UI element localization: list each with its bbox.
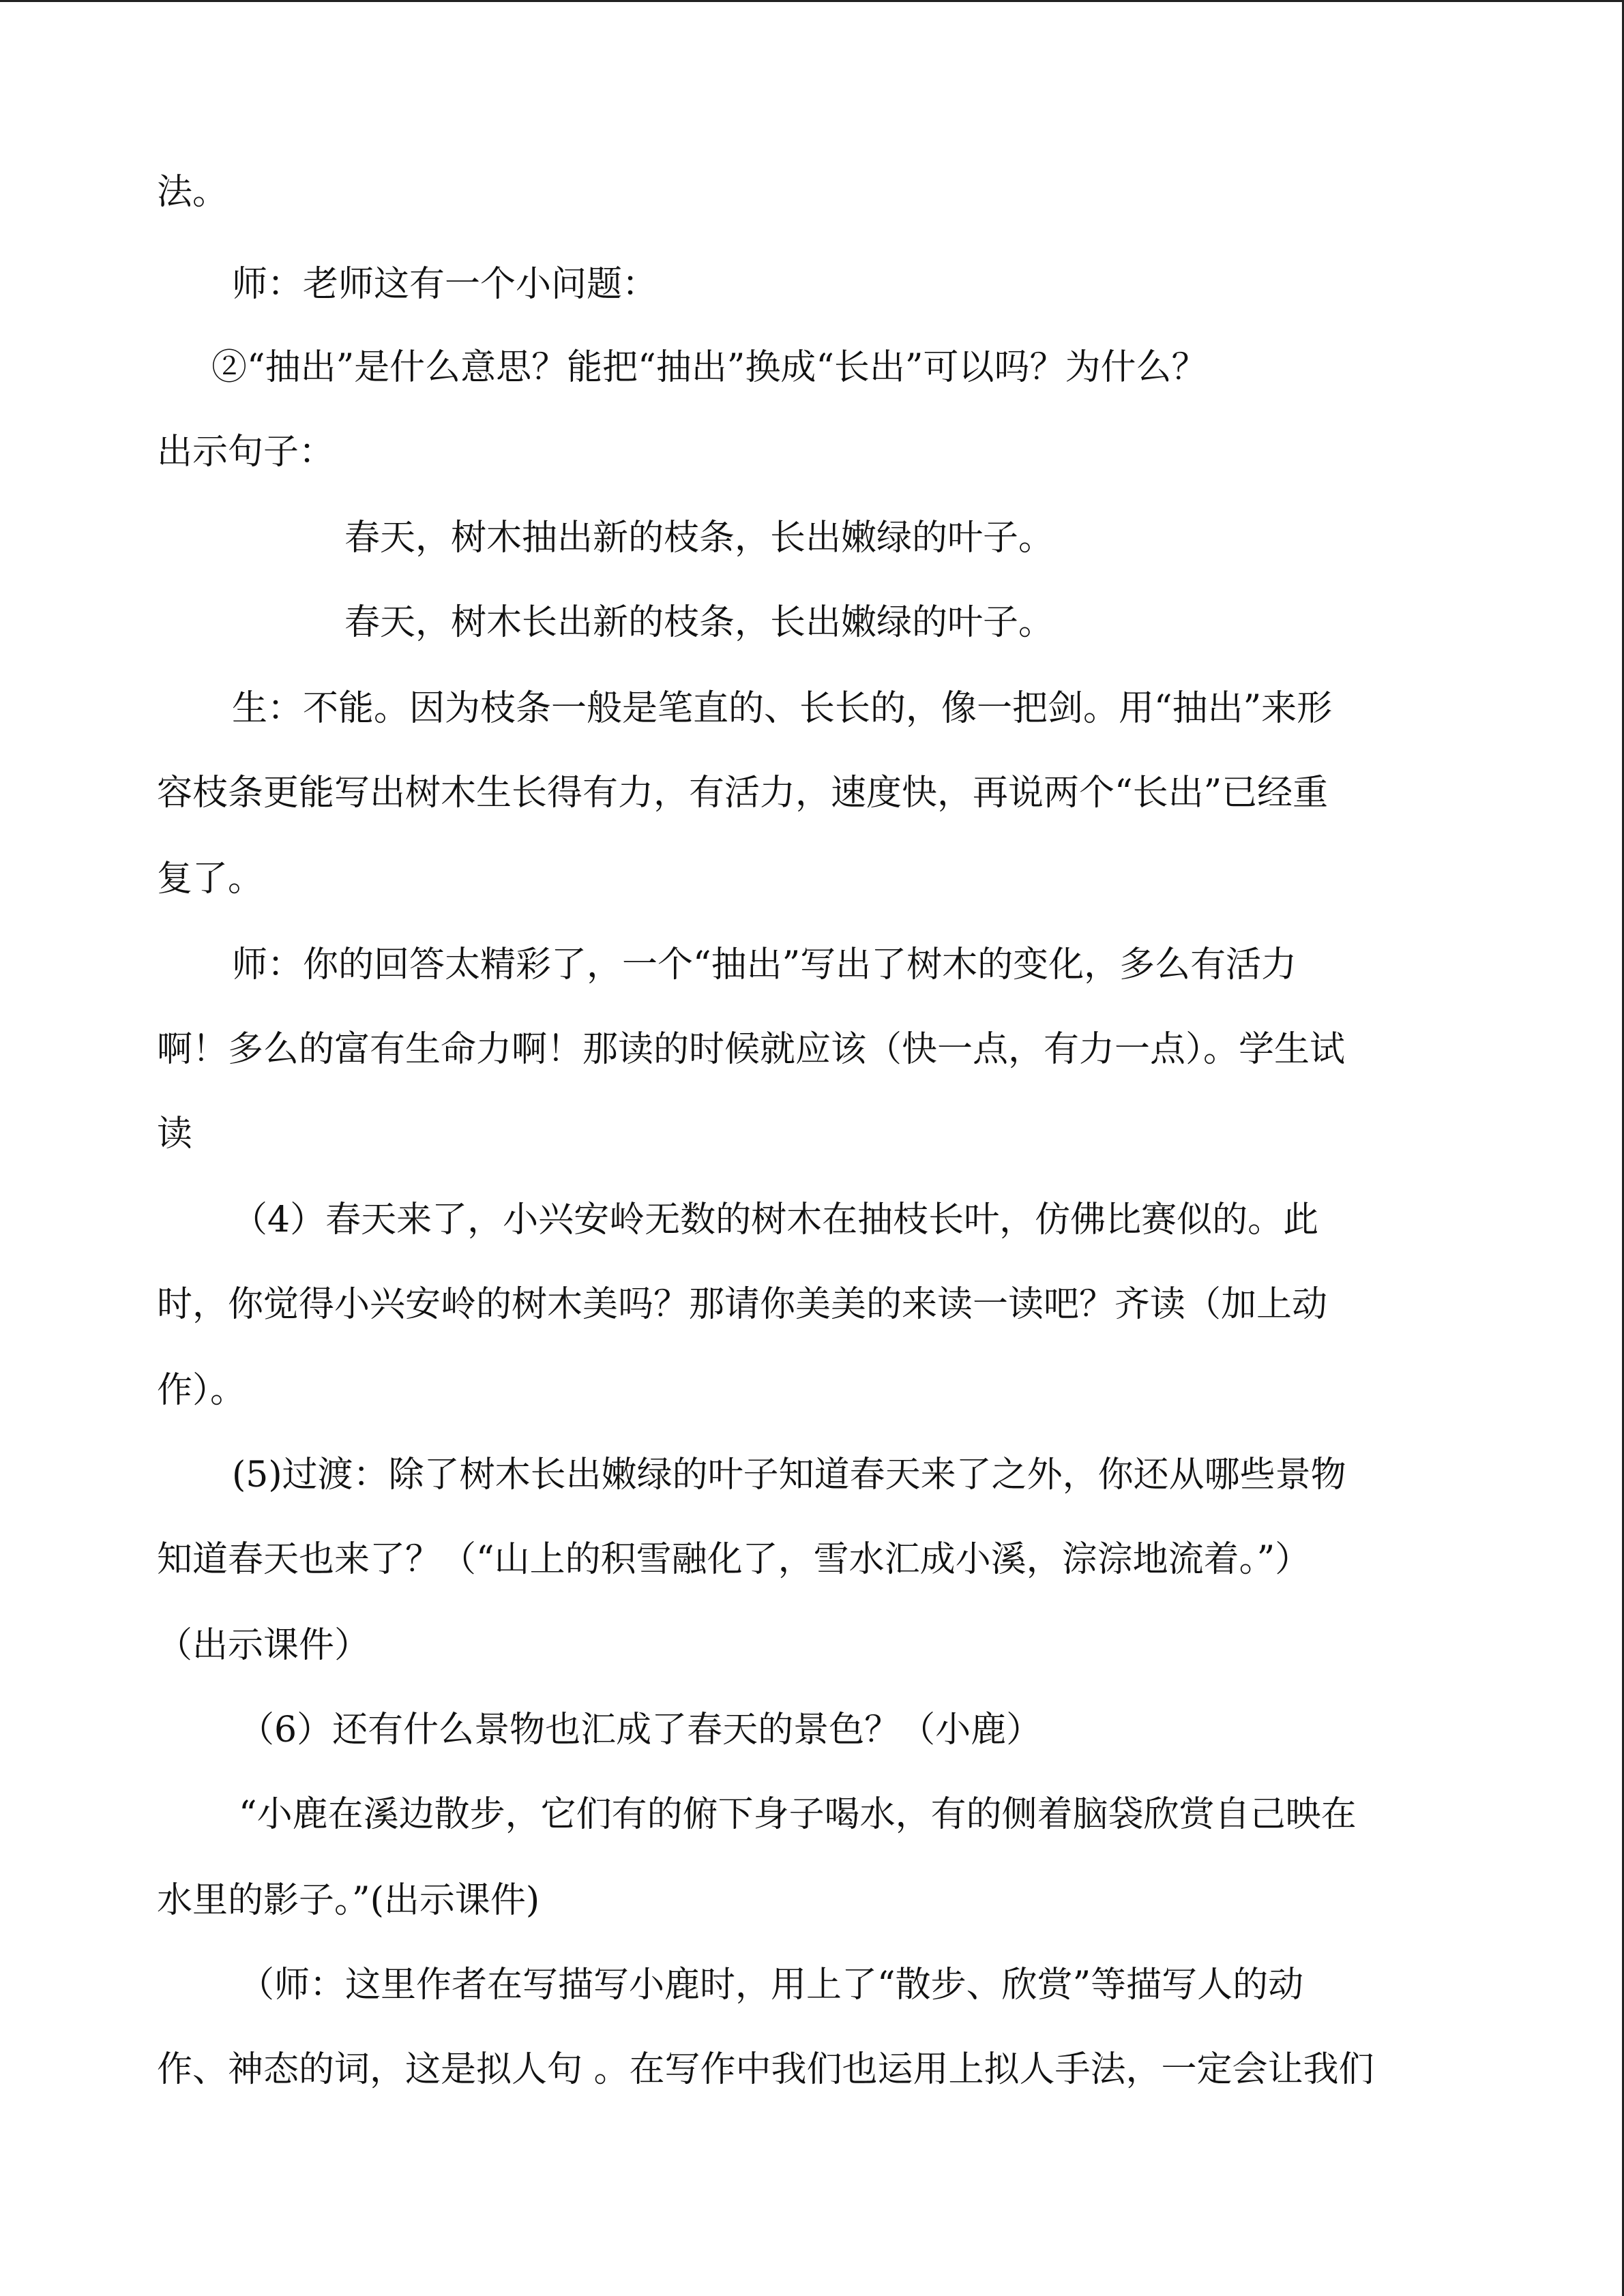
text-line-4: 出示句子： xyxy=(157,432,335,473)
text-line-22: （师：这里作者在写描写小鹿时，用上了“散步、欣赏”等描写人的动 xyxy=(239,1965,1304,2006)
text-line-12: 读 xyxy=(157,1114,193,1154)
text-line-2: 师：老师这有一个小问题： xyxy=(232,264,658,305)
page-border-top xyxy=(0,0,1624,2)
text-line-18: （出示课件） xyxy=(157,1625,370,1666)
text-line-6: 春天，树木长出新的枝条，长出嫩绿的叶子。 xyxy=(344,602,1054,643)
text-line-14: 时，你觉得小兴安岭的树木美吗？那请你美美的来读一读吧？齐读（加上动 xyxy=(157,1284,1328,1325)
text-line-3: ②“抽出”是什么意思？能把“抽出”换成“长出”可以吗？为什么？ xyxy=(211,347,1207,388)
text-line-23: 作、神态的词，这是拟人句 。在写作中我们也运用上拟人手法，一定会让我们 xyxy=(157,2049,1374,2090)
text-line-16: (5)过渡：除了树木长出嫩绿的叶子知道春天来了之外，你还从哪些景物 xyxy=(232,1455,1346,1495)
text-line-10: 师：你的回答太精彩了，一个“抽出”写出了树木的变化，多么有活力 xyxy=(232,944,1297,985)
text-line-9: 复了。 xyxy=(157,859,264,899)
text-line-7: 生：不能。因为枝条一般是笔直的、长长的，像一把剑。用“抽出”来形 xyxy=(232,688,1333,729)
text-line-13: （4）春天来了，小兴安岭无数的树木在抽枝长叶，仿佛比赛似的。此 xyxy=(232,1199,1319,1240)
text-line-19: （6）还有什么景物也汇成了春天的景色？（小鹿） xyxy=(239,1710,1042,1750)
text-line-15: 作）。 xyxy=(157,1370,246,1411)
text-line-20: “小鹿在溪边散步，它们有的俯下身子喝水，有的侧着脑袋欣赏自己映在 xyxy=(239,1794,1357,1835)
text-line-17: 知道春天也来了？（“山上的积雪融化了，雪水汇成小溪，淙淙地流着。”） xyxy=(157,1539,1311,1580)
text-line-11: 啊！多么的富有生命力啊！那读的时候就应该（快一点，有力一点）。学生试 xyxy=(157,1029,1346,1070)
text-line-5: 春天，树木抽出新的枝条，长出嫩绿的叶子。 xyxy=(344,518,1054,558)
text-line-21: 水里的影子。”(出示课件) xyxy=(157,1880,540,1921)
text-line-1: 法。 xyxy=(157,172,228,213)
text-line-8: 容枝条更能写出树木生长得有力，有活力，速度快，再说两个“长出”已经重 xyxy=(157,773,1329,814)
